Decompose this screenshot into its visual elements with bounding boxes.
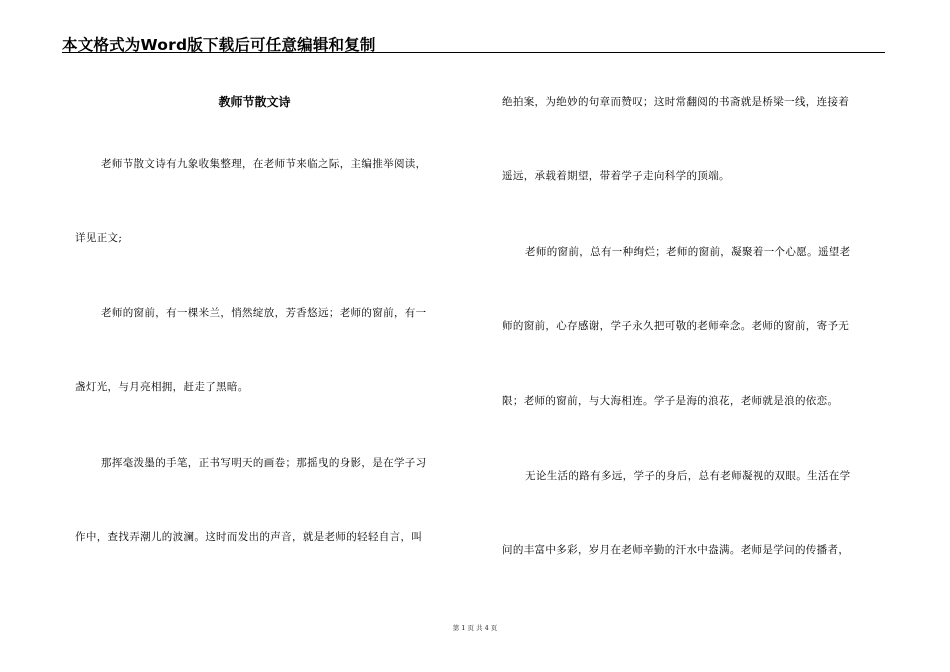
document-title: 教师节散文诗	[218, 95, 291, 109]
paragraph-line: 师的窗前，心存感谢，学子永久把可敬的老师牵念。老师的窗前，寄予无	[502, 320, 850, 332]
paragraph-line: 详见正文;	[75, 232, 123, 244]
paragraph-line: 遥远，承载着期望，带着学子走向科学的顶端。	[502, 170, 730, 182]
paragraph-line: 老师节散文诗有九象收集整理，在老师节来临之际，主编推举阅读，	[101, 158, 427, 170]
right-column	[500, 0, 885, 672]
paragraph-line: 老师的窗前，有一棵米兰，悄然绽放，芳香悠远；老师的窗前，有一	[101, 307, 427, 319]
paragraph-line: 老师的窗前，总有一种绚烂；老师的窗前，凝聚着一个心愿。遥望老	[525, 246, 851, 258]
header-title: 本文格式为Word版下载后可任意编辑和复制	[62, 36, 376, 54]
paragraph-line: 绝拍案，为绝妙的句章而赞叹；这时常翻阅的书斋就是桥梁一线，连接着	[502, 96, 850, 108]
paragraph-line: 限；老师的窗前，与大海相连。学子是海的浪花，老师就是浪的依恋。	[502, 395, 839, 407]
page-number: 第 1 页 共 4 页	[452, 624, 498, 632]
paragraph-line: 无论生活的路有多远，学子的身后，总有老师凝视的双眼。生活在学	[525, 470, 851, 482]
left-column	[62, 0, 447, 672]
paragraph-line: 盏灯光，与月亮相拥，赶走了黑暗。	[75, 381, 249, 393]
paragraph-line: 问的丰富中多彩，岁月在老师辛勤的汗水中盎满。老师是学问的传播者，	[502, 544, 850, 556]
paragraph-line: 作中，查找弄潮儿的波澜。这时而发出的声音，就是老师的轻轻自言，叫	[75, 531, 423, 543]
paragraph-line: 那挥毫泼墨的手笔，正书写明天的画卷；那摇曳的身影，是在学子习	[101, 457, 427, 469]
